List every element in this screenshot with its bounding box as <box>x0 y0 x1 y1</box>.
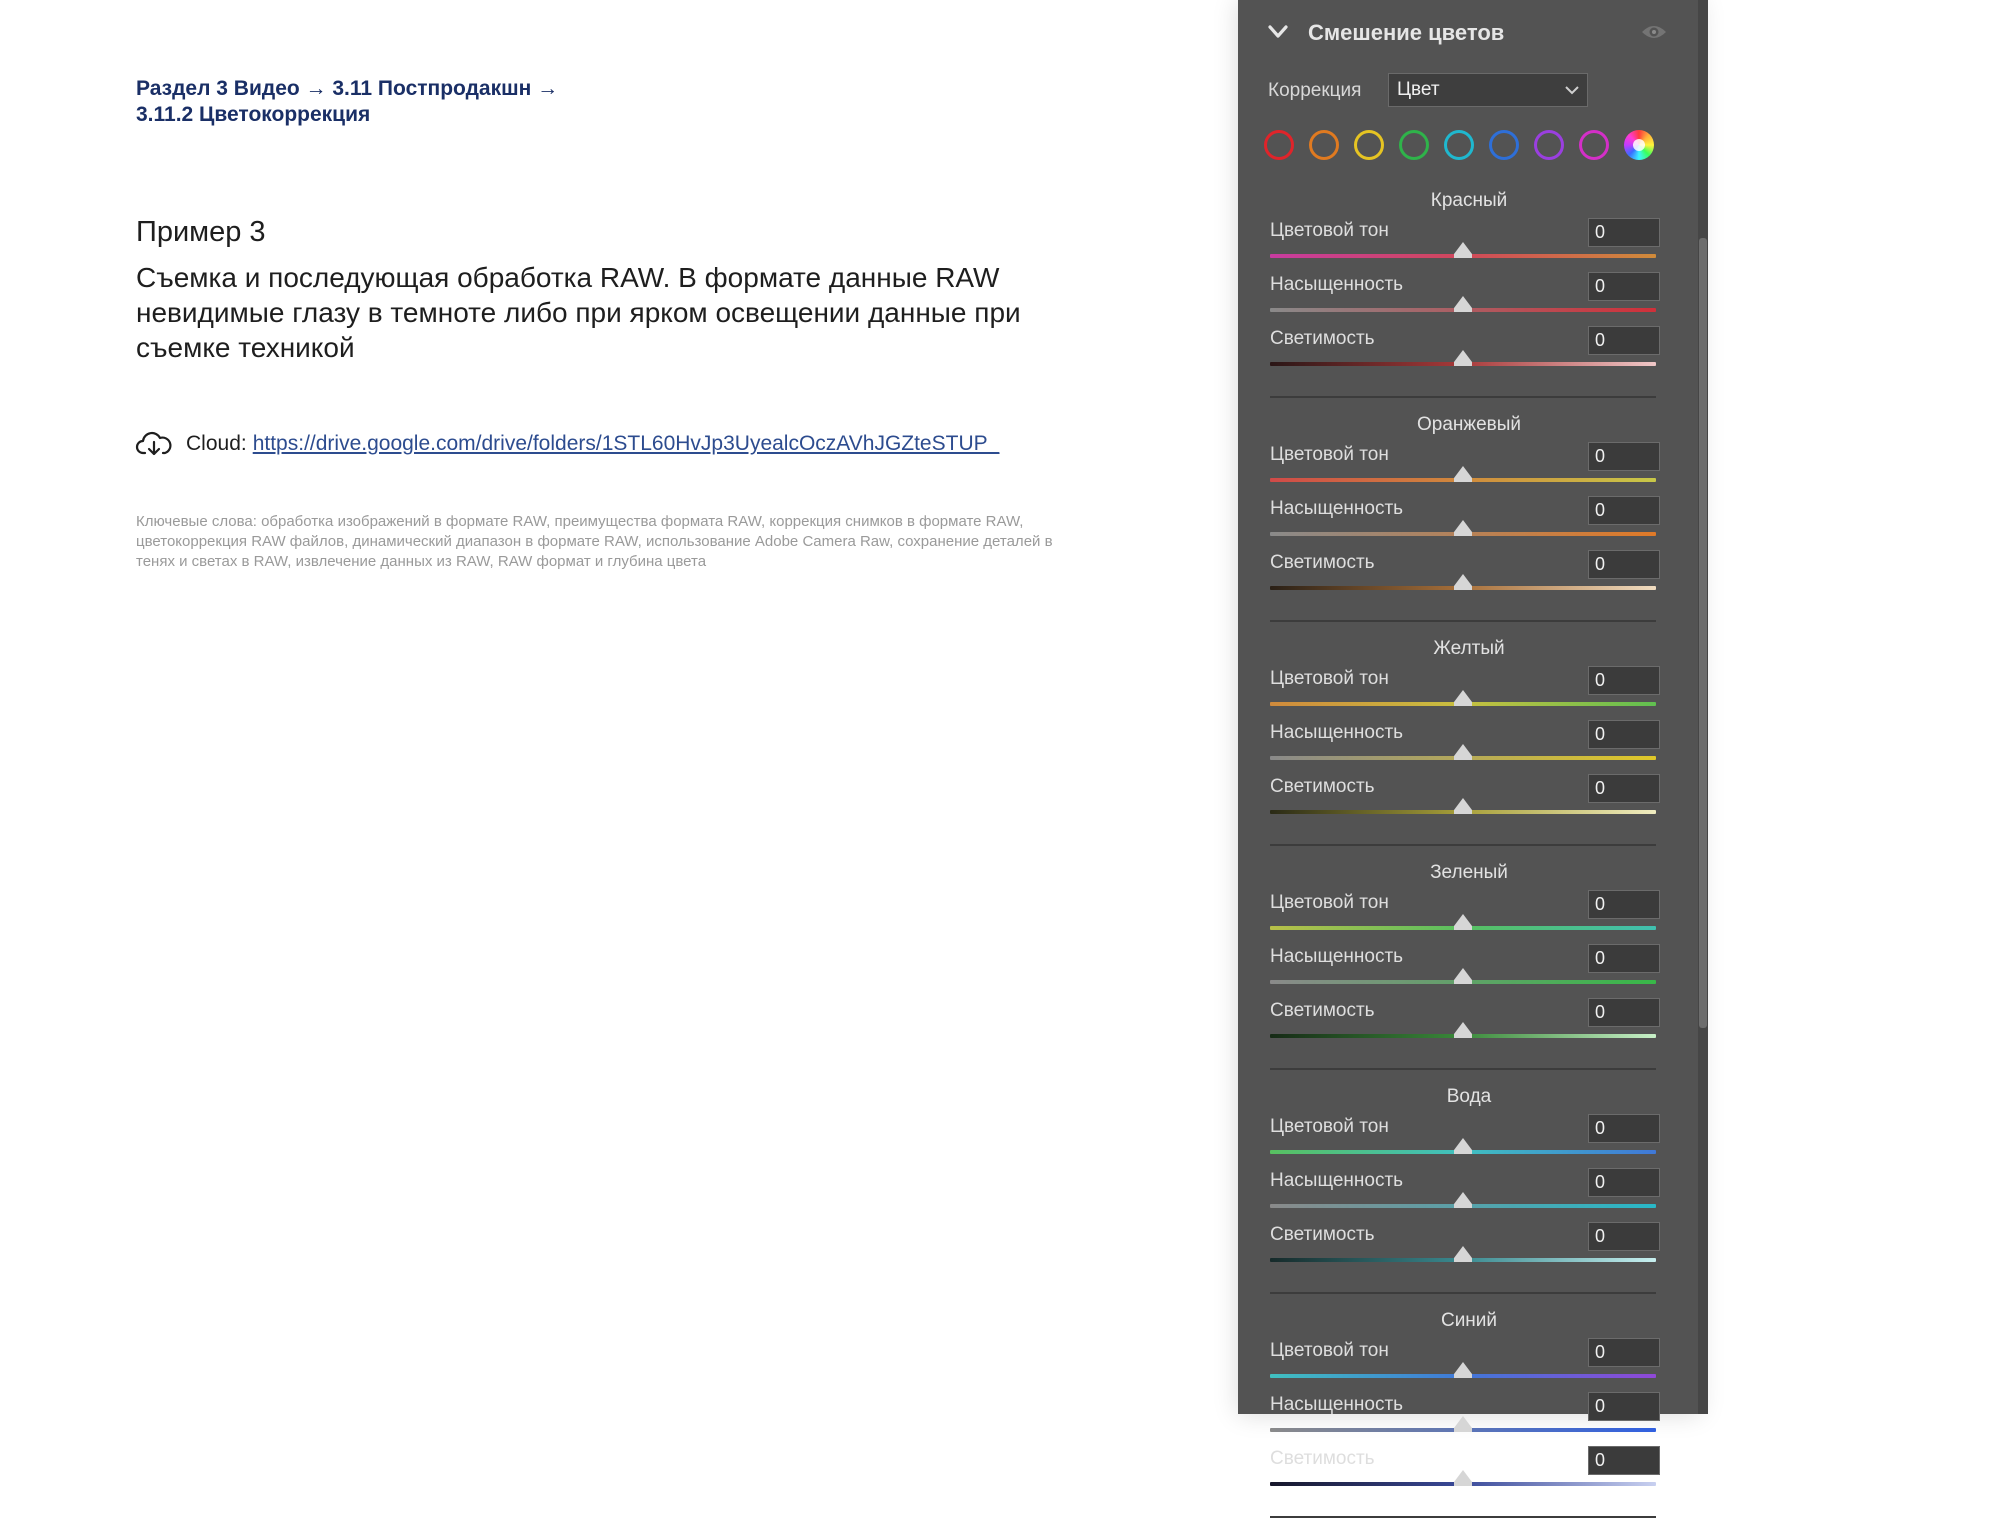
adjustment-label-hue: Цветовой тон <box>1270 892 1389 913</box>
adjustment-label-luminance: Светимость <box>1270 1224 1375 1245</box>
adjustment-label-saturation: Насыщенность <box>1270 946 1404 967</box>
adjustment-label-luminance: Светимость <box>1270 1448 1375 1469</box>
breadcrumb <box>136 76 656 128</box>
group-separator <box>1270 1292 1656 1294</box>
correction-label: Коррекция <box>1268 80 1362 101</box>
panel-title: Смешение цветов <box>1308 20 1505 45</box>
slider-thumb-saturation[interactable] <box>1454 520 1472 532</box>
swatch-green[interactable] <box>1399 130 1429 160</box>
correction-select[interactable] <box>1388 73 1588 107</box>
slider-thumb-luminance[interactable] <box>1454 1022 1472 1034</box>
example-title: Пример 3 <box>136 216 266 248</box>
slider-thumb-saturation[interactable] <box>1454 1192 1472 1204</box>
group-separator <box>1270 844 1656 846</box>
slider-thumb-hue[interactable] <box>1454 1362 1472 1374</box>
adjustment-value-saturation[interactable]: 0 <box>1588 944 1660 973</box>
adjustment-label-luminance: Светимость <box>1270 328 1375 349</box>
slider-thumb-hue[interactable] <box>1454 914 1472 926</box>
adjustment-value-luminance[interactable]: 0 <box>1588 998 1660 1027</box>
slider-thumb-saturation[interactable] <box>1454 744 1472 756</box>
adjustment-label-luminance: Светимость <box>1270 552 1375 573</box>
swatch-magenta[interactable] <box>1579 130 1609 160</box>
breadcrumb-line-2: 3.11.2 Цветокоррекция <box>136 103 371 126</box>
cloud-row <box>136 428 999 460</box>
adjustment-value-hue[interactable]: 0 <box>1588 890 1660 919</box>
cloud-download-icon <box>136 430 172 458</box>
group-separator <box>1270 396 1656 398</box>
adjustment-label-hue: Цветовой тон <box>1270 1116 1389 1137</box>
keywords-text: Ключевые слова: обработка изображений в формате RAW, преимущества формата RAW, коррекция снимков в формате RAW, цветокоррекция RAW файлов, динамический диапазон в формате RAW, использование Adobe Camera Raw, сохранение деталей в тенях и светах в RAW, извлечение данных из RAW, RAW формат и глубина цвета <box>136 513 1053 570</box>
slider-thumb-saturation[interactable] <box>1454 968 1472 980</box>
adjustment-label-hue: Цветовой тон <box>1270 220 1389 241</box>
slider-thumb-hue[interactable] <box>1454 1138 1472 1150</box>
swatch-purple[interactable] <box>1534 130 1564 160</box>
adjustment-label-hue: Цветовой тон <box>1270 668 1389 689</box>
adjustment-label-hue: Цветовой тон <box>1270 1340 1389 1361</box>
adjustment-value-hue[interactable]: 0 <box>1588 442 1660 471</box>
adjustment-label-saturation: Насыщенность <box>1270 1394 1404 1415</box>
slider-thumb-saturation[interactable] <box>1454 296 1472 308</box>
group-name: Зеленый <box>1430 862 1508 883</box>
swatch-yellow[interactable] <box>1354 130 1384 160</box>
adjustment-label-saturation: Насыщенность <box>1270 1170 1404 1191</box>
group-name: Желтый <box>1433 638 1505 659</box>
collapse-chevron-icon[interactable] <box>1268 24 1288 40</box>
breadcrumb-line-1: Раздел 3 Видео → 3.11 Постпродакшн → <box>136 77 559 100</box>
adjustment-value-hue[interactable]: 0 <box>1588 1114 1660 1143</box>
group-separator <box>1270 1068 1656 1070</box>
cloud-label: Cloud: <box>186 432 247 455</box>
eye-icon[interactable] <box>1640 22 1668 42</box>
group-separator <box>1270 620 1656 622</box>
adjustment-value-hue[interactable]: 0 <box>1588 666 1660 695</box>
slider-thumb-hue[interactable] <box>1454 242 1472 254</box>
slider-thumb-luminance[interactable] <box>1454 350 1472 362</box>
adjustment-label-luminance: Светимость <box>1270 1000 1375 1021</box>
adjustment-value-saturation[interactable]: 0 <box>1588 1168 1660 1197</box>
adjustment-value-hue[interactable]: 0 <box>1588 218 1660 247</box>
swatch-aqua[interactable] <box>1444 130 1474 160</box>
adjustment-value-saturation[interactable]: 0 <box>1588 1392 1660 1421</box>
group-name: Вода <box>1446 1086 1492 1107</box>
slider-thumb-luminance[interactable] <box>1454 1246 1472 1258</box>
panel-header <box>1238 0 1700 66</box>
color-mixer-panel <box>1238 0 1700 1470</box>
adjustment-value-saturation[interactable]: 0 <box>1588 720 1660 749</box>
chevron-down-icon <box>1565 85 1579 95</box>
slider-thumb-luminance[interactable] <box>1454 798 1472 810</box>
adjustment-label-luminance: Светимость <box>1270 776 1375 797</box>
adjustment-label-saturation: Насыщенность <box>1270 274 1404 295</box>
scrollbar-thumb[interactable] <box>1699 238 1707 1028</box>
example-description: Съемка и последующая обработка RAW. В формате данные RAW невидимые глазу в темноте либо при ярком освещении данные при съемке техникой <box>136 262 1021 363</box>
slider-thumb-hue[interactable] <box>1454 690 1472 702</box>
slider-thumb-luminance[interactable] <box>1454 574 1472 586</box>
adjustment-value-luminance[interactable]: 0 <box>1588 1446 1660 1475</box>
adjustment-label-saturation: Насыщенность <box>1270 498 1404 519</box>
swatch-blue[interactable] <box>1489 130 1519 160</box>
slider-thumb-saturation[interactable] <box>1454 1416 1472 1428</box>
correction-value: Цвет <box>1397 79 1440 100</box>
adjustment-value-luminance[interactable]: 0 <box>1588 326 1660 355</box>
adjustment-value-luminance[interactable]: 0 <box>1588 1222 1660 1251</box>
slider-thumb-hue[interactable] <box>1454 466 1472 478</box>
adjustment-value-luminance[interactable]: 0 <box>1588 774 1660 803</box>
slider-thumb-luminance[interactable] <box>1454 1470 1472 1482</box>
swatch-orange[interactable] <box>1309 130 1339 160</box>
swatch-all[interactable] <box>1624 130 1654 160</box>
cloud-link[interactable]: https://drive.google.com/drive/folders/1STL60HvJp3UyealcOczAVhJGZteSTUP_ <box>252 432 1000 455</box>
group-name: Оранжевый <box>1416 414 1522 435</box>
swatch-red[interactable] <box>1264 130 1294 160</box>
adjustment-label-saturation: Насыщенность <box>1270 722 1404 743</box>
adjustment-value-saturation[interactable]: 0 <box>1588 272 1660 301</box>
group-name: Синий <box>1440 1310 1498 1331</box>
adjustment-value-luminance[interactable]: 0 <box>1588 550 1660 579</box>
group-name: Красный <box>1430 190 1508 211</box>
adjustment-value-saturation[interactable]: 0 <box>1588 496 1660 525</box>
adjustment-label-hue: Цветовой тон <box>1270 444 1389 465</box>
adjustment-value-hue[interactable]: 0 <box>1588 1338 1660 1367</box>
